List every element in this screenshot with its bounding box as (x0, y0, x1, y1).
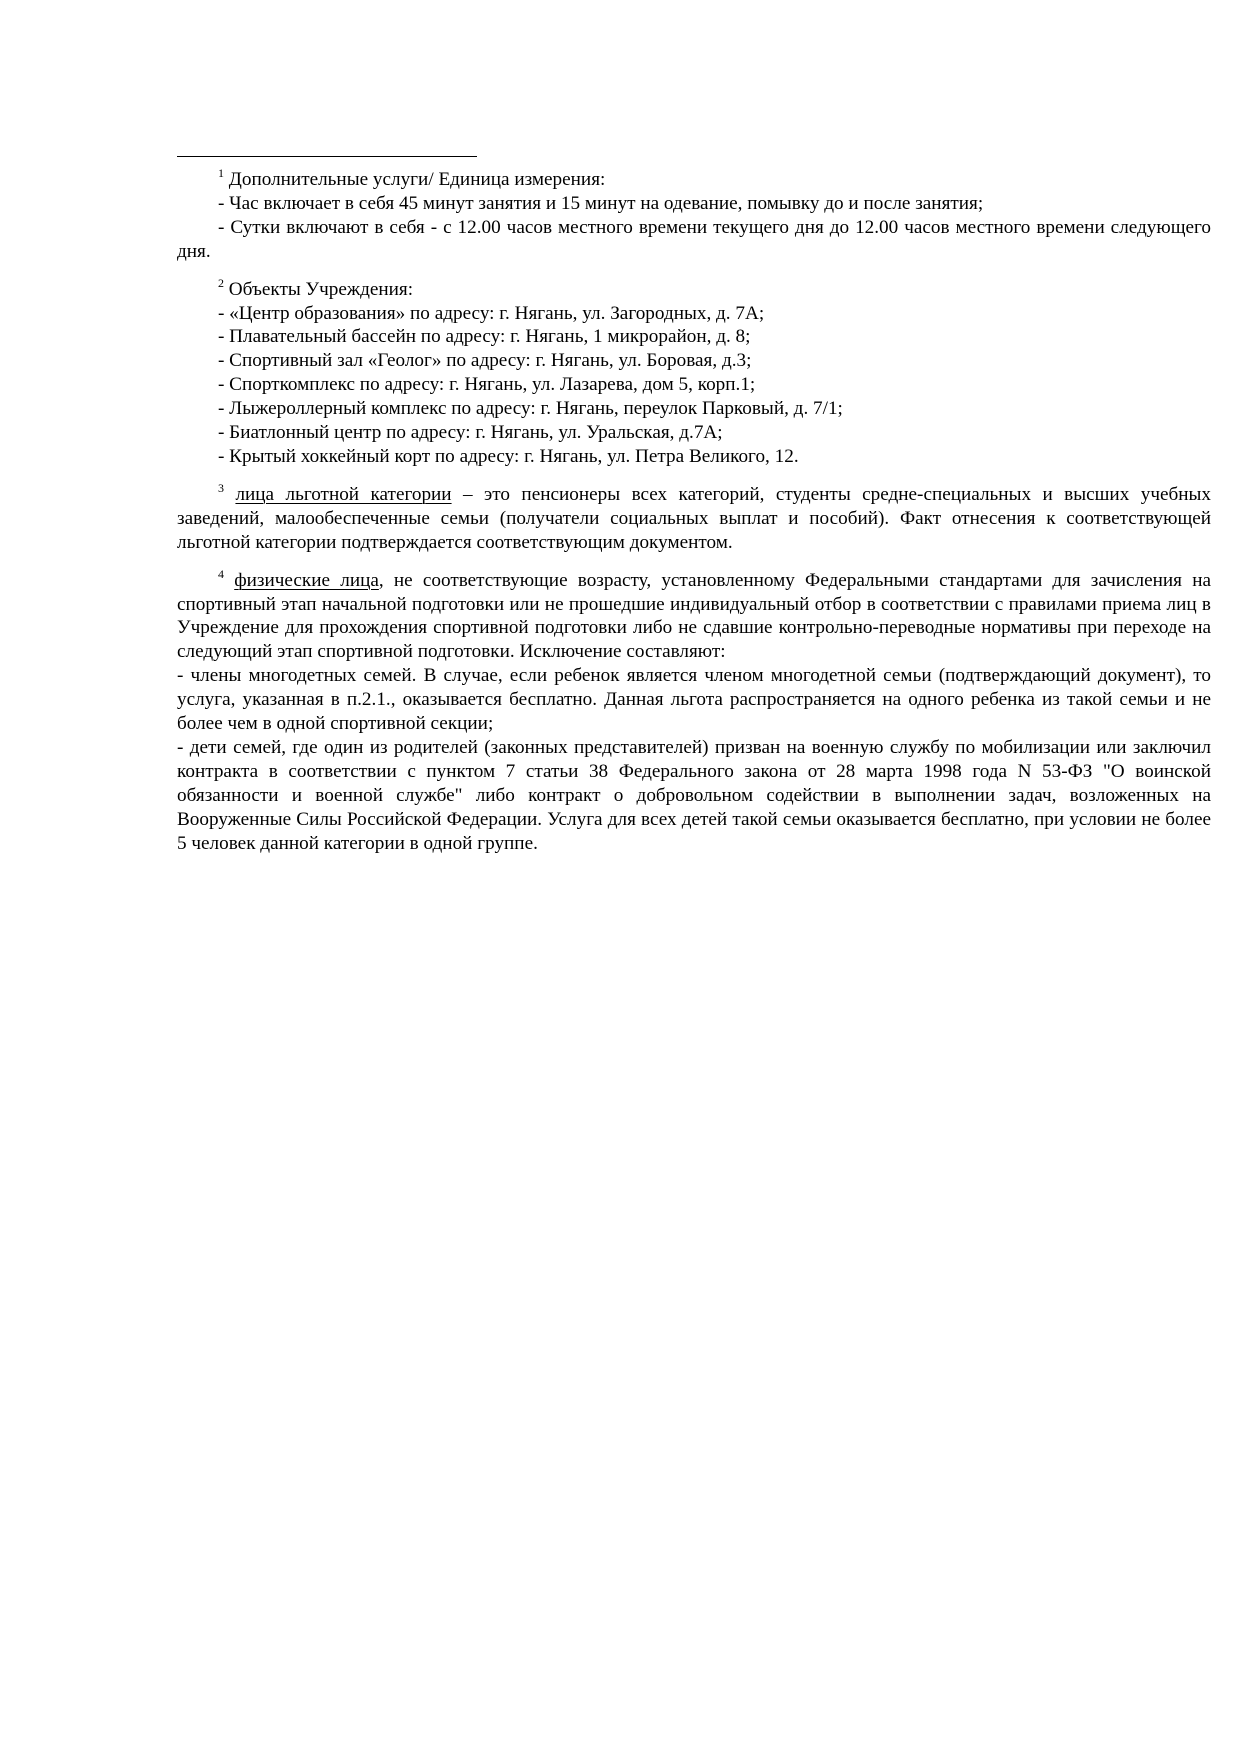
footnote-3-text (177, 480, 1211, 555)
footnote-2-heading (177, 275, 1211, 302)
footnotes-block (177, 168, 1211, 855)
footnote-3-mark: 3 (218, 480, 224, 495)
footnote-2 (177, 275, 1211, 469)
footnote-3-definition: – это пенсионеры всех категорий, студенты средне-специальных и высших учебных заведений, малообеспеченные семьи (получатели социальных выплат и пособий). Факт отнесения к соответствующей льготной категории подтверждается соответствующим документом. (177, 483, 1211, 553)
footnote-4-term: физические лица (234, 569, 379, 591)
facility-item: - Спорткомплекс по адресу: г. Нягань, ул. Лазарева, дом 5, корп.1; (218, 374, 756, 396)
facility-item: - Крытый хоккейный корт по адресу: г. Нягань, ул. Петра Великого, 12. (218, 445, 799, 467)
facility-item: - Лыжероллерный комплекс по адресу: г. Нягань, переулок Парковый, д. 7/1; (218, 398, 843, 420)
footnote-3 (177, 480, 1211, 555)
footnote-separator (177, 156, 477, 157)
footnote-1-item: - Сутки включают в себя - с 12.00 часов местного времени текущего дня до 12.00 часов местного времени следующего дня. (177, 216, 1211, 262)
footnote-1-heading (177, 168, 1211, 192)
footnote-1-item: - Час включает в себя 45 минут занятия и 15 минут на одевание, помывку до и после занятия; (218, 192, 984, 214)
exception-item: - члены многодетных семей. В случае, если ребенок является членом многодетной семьи (подтверждающий документ), то услуга, указанная в п.2.1., оказывается бесплатно. Данная льгота распространяется на одного ребенка из такой семьи и не более чем в одной спортивной секции; (177, 665, 1211, 735)
footnote-4-text (177, 566, 1211, 665)
footnote-4-definition: , не соответствующие возрасту, установленному Федеральными стандартами для зачисления на спортивный этап начальной подготовки или не прошедшие индивидуальный отбор в соответствии с правилами приема лиц в Учреждение для прохождения спортивной подготовки либо не сдавшие контрольно-переводные нормативы при переходе на следующий этап спортивной подготовки. Исключение составляют: (177, 569, 1211, 663)
footnote-4-mark: 4 (218, 566, 224, 581)
exception-item: - дети семей, где один из родителей (законных представителей) призван на военную службу по мобилизации или заключил контракта в соответствии с пунктом 7 статьи 38 Федерального закона от 28 марта 1998 года N 53-ФЗ "О воинской обязанности и военной службе" либо контракт о добровольном содействии в выполнении задач, возложенных на Вооруженные Силы Российской Федерации. Услуга для всех детей такой семьи оказывается бесплатно, при условии не более 5 человек данной категории в одной группе. (177, 736, 1211, 854)
facility-item: - Спортивный зал «Геолог» по адресу: г. Нягань, ул. Боровая, д.3; (218, 350, 752, 372)
footnote-4 (177, 566, 1211, 856)
footnote-2-mark: 2 (218, 275, 224, 290)
footnote-1 (177, 168, 1211, 264)
footnote-2-title: Объекты Учреждения: (228, 278, 414, 300)
footnote-1-mark: 1 (218, 166, 224, 180)
footnote-3-term: лица льготной категории (235, 483, 452, 505)
footnote-1-title: Дополнительные услуги/ Единица измерения: (228, 169, 606, 190)
facility-item: - Биатлонный центр по адресу: г. Нягань, ул. Уральская, д.7А; (218, 422, 723, 444)
facility-item: - «Центр образования» по адресу: г. Нягань, ул. Загородных, д. 7А; (218, 302, 765, 324)
facility-item: - Плавательный бассейн по адресу: г. Нягань, 1 микрорайон, д. 8; (218, 326, 751, 348)
